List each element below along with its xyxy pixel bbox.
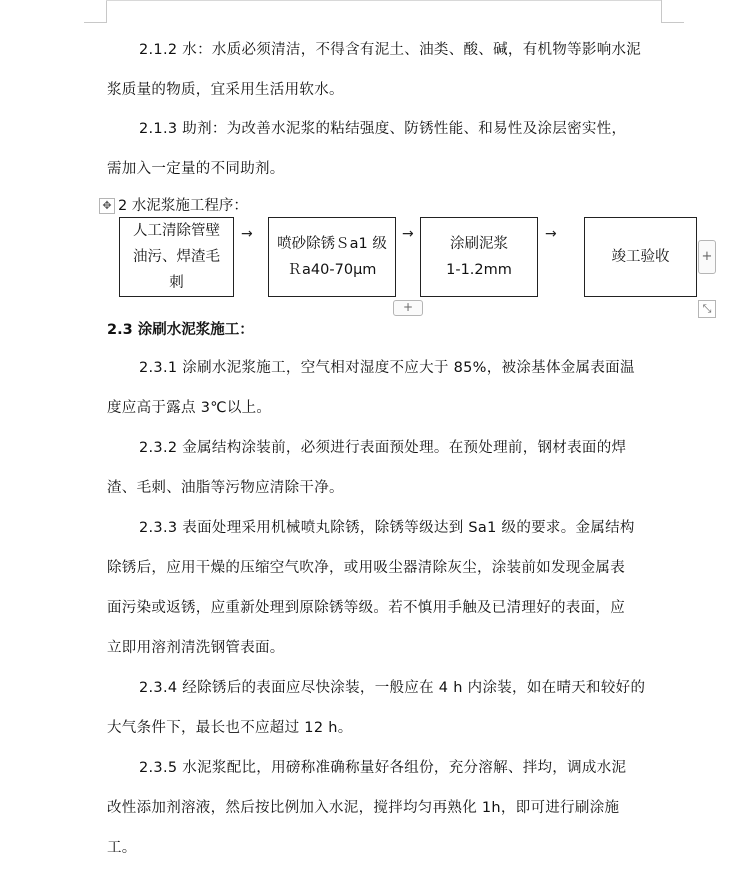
paragraph-line: 2.3.2 金属结构涂装前，必须进行表面预处理。在预处理前，钢材表面的焊	[139, 440, 627, 456]
paragraph	[107, 668, 662, 748]
arrow-icon: →	[545, 226, 557, 242]
paragraph	[107, 109, 662, 189]
paragraph-line: 渣、毛刺、油脂等污物应清除干净。	[107, 480, 344, 496]
paragraph-line: 2.3.5 水泥浆配比，用磅称准确称量好各组份，充分溶解、拌均，调成水泥	[139, 760, 627, 776]
arrow-icon: →	[241, 226, 253, 242]
paragraph	[107, 428, 662, 508]
paragraph	[107, 30, 662, 110]
flow-step-label: 喷砂除锈Ｓa1 级 Ｒa40-70μm	[277, 236, 387, 278]
paragraph-line: 度应高于露点 3℃以上。	[107, 400, 272, 416]
paragraph-line: 2.1.2 水：水质必须清洁，不得含有泥土、油类、酸、碱，有机物等影响水泥	[139, 42, 642, 58]
paragraph	[107, 748, 662, 868]
paragraph-line: 工。	[107, 840, 137, 856]
flow-step-sandblast[interactable]	[268, 217, 396, 297]
add-column-button[interactable]: +	[698, 240, 716, 274]
paragraph-line: 面污染或返锈，应重新处理到原除锈等级。若不慎用手触及已清理好的表面，应	[107, 600, 625, 616]
paragraph	[107, 508, 662, 668]
arrow-icon: →	[402, 226, 414, 242]
page-corner-mark	[661, 0, 684, 23]
flow-step-label: 竣工验收	[611, 249, 670, 265]
add-row-button[interactable]: +	[393, 300, 423, 316]
paragraph-line: 浆质量的物质，宜采用生活用软水。	[107, 82, 344, 98]
paragraph-line: 立即用溶剂清洗钢管表面。	[107, 640, 285, 656]
paragraph-line: 2.3.4 经除锈后的表面应尽快涂装，一般应在 4 h 内涂装，如在晴天和较好的	[139, 680, 646, 696]
paragraph-line: 除锈后，应用干燥的压缩空气吹净，或用吸尘器清除灰尘，涂装前如发现金属表	[107, 560, 625, 576]
move-icon[interactable]: ✥	[99, 198, 115, 214]
paragraph-line: 2.3.3 表面处理采用机械喷丸除锈，除锈等级达到 Sa1 级的要求。金属结构	[139, 520, 635, 536]
flow-step-acceptance[interactable]	[584, 217, 697, 297]
page-top-edge	[106, 0, 661, 1]
paragraph	[107, 348, 662, 428]
paragraph-line: 2.1.3 助剂：为改善水泥浆的粘结强度、防锈性能、和易性及涂层密实性，	[139, 121, 627, 137]
flow-title: 2 水泥浆施工程序：	[118, 198, 248, 214]
flow-step-coating[interactable]	[420, 217, 538, 297]
paragraph-line: 改性添加剂溶液，然后按比例加入水泥，搅拌均匀再熟化 1h，即可进行刷涂施	[107, 800, 620, 816]
flow-step-cleaning[interactable]	[119, 217, 234, 297]
page-corner-mark	[84, 0, 107, 23]
flow-step-label: 涂刷泥浆 1-1.2mm	[446, 236, 512, 278]
paragraph-line: 需加入一定量的不同助剂。	[107, 161, 285, 177]
resize-icon[interactable]: ⤡	[698, 300, 716, 318]
paragraph-line: 2.3.1 涂刷水泥浆施工，空气相对湿度不应大于 85%，被涂基体金属表面温	[139, 360, 635, 376]
paragraph-line: 大气条件下，最长也不应超过 12 h。	[107, 720, 353, 736]
flow-step-label: 人工清除管壁 油污、焊渣毛 刺	[133, 223, 220, 291]
section-heading: 2.3 涂刷水泥浆施工：	[107, 322, 254, 338]
